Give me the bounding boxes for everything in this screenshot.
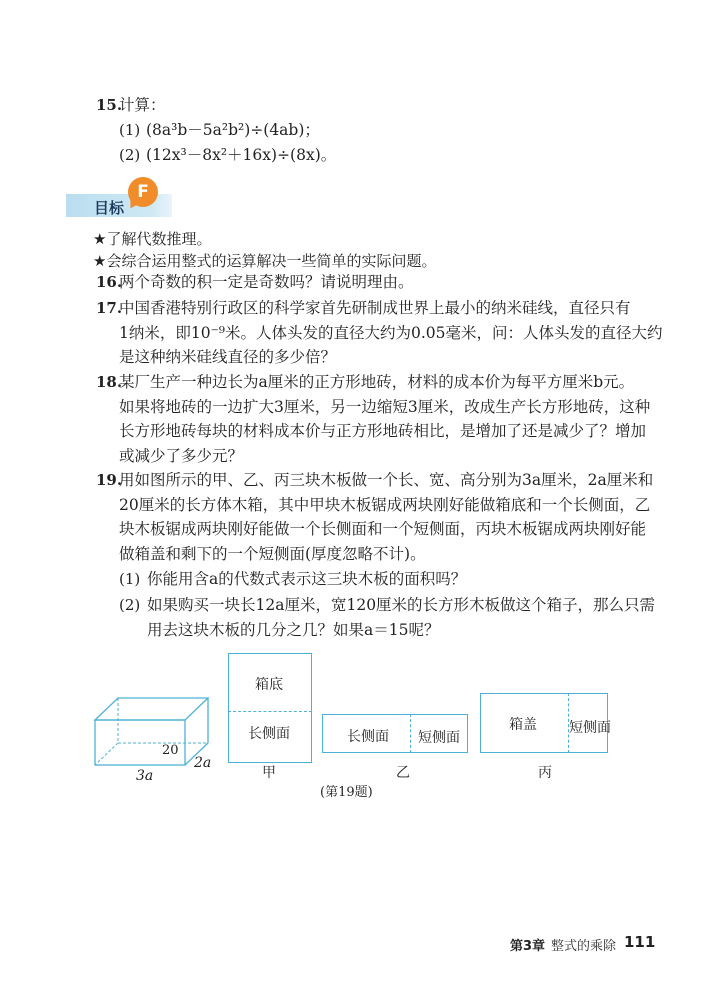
box-height-label: 20 — [162, 743, 179, 758]
goal-item-2: ★会综合运用整式的运算解决一些简单的实际问题。 — [93, 252, 437, 270]
footer-page-number: 111 — [624, 933, 656, 951]
board-bing-right-label: 短侧面 — [569, 720, 611, 736]
problem-19-line1: 用如图所示的甲、乙、丙三块木板做一个长、宽、高分别为3a厘米，2a厘米和 — [119, 471, 654, 489]
problem-19-sub2-line2: 用去这块木板的几分之几？如果a＝15呢？ — [147, 621, 440, 639]
problem-19-line4: 做箱盖和剩下的一个短侧面(厚度忽略不计)。 — [119, 545, 426, 563]
board-bing-name: 丙 — [538, 765, 552, 781]
problem-15-item2-label: (2) — [119, 146, 141, 164]
problem-15-item2-expr: (12x³－8x²＋16x)÷(8x)。 — [146, 146, 337, 164]
problem-17-line1: 中国香港特别行政区的科学家首先研制成世界上最小的纳米硅线，直径只有 — [119, 299, 631, 317]
problem-19-line3: 块木板锯成两块刚好能做一个长侧面和一个短侧面，丙块木板锯成两块刚好能 — [119, 520, 647, 538]
board-jia-name: 甲 — [262, 765, 276, 781]
problem-18-line1: 某厂生产一种边长为a厘米的正方形地砖，材料的成本价为每平方厘米b元。 — [119, 373, 635, 391]
box-diagram — [90, 695, 220, 785]
problem-19-line2: 20厘米的长方体木箱，其中甲块木板锯成两块刚好能做箱底和一个长侧面，乙 — [119, 496, 651, 514]
board-yi-right-label: 短侧面 — [418, 730, 460, 746]
problem-19-sub1-text: 你能用含a的代数式表示这三块木板的面积吗？ — [147, 570, 467, 588]
board-yi-divider — [410, 714, 411, 753]
board-yi-name: 乙 — [396, 765, 410, 781]
problem-17-number: 17. — [96, 299, 123, 317]
figure-caption: (第19题) — [320, 785, 373, 800]
problem-16-number: 16. — [96, 273, 123, 291]
problem-19-number: 19. — [96, 471, 123, 489]
problem-15-item1-label: (1) — [119, 121, 141, 139]
problem-15-number: 15. — [96, 96, 123, 114]
problem-19-sub2-line1: 如果购买一块长12a厘米，宽120厘米的长方形木板做这个箱子，那么只需 — [147, 596, 656, 614]
board-jia-bottom-label: 长侧面 — [248, 726, 290, 742]
problem-19-sub1-label: (1) — [119, 570, 141, 588]
box-width-label: 2a — [194, 755, 212, 771]
footer-chapter-title: 整式的乘除 — [551, 939, 617, 954]
problem-15-item1-expr: (8a³b－5a²b²)÷(4ab)； — [146, 121, 320, 139]
board-bing-left-label: 箱盖 — [509, 717, 537, 733]
goal-banner-label: 目标 — [94, 199, 125, 217]
problem-15-title: 计算： — [119, 96, 166, 114]
problem-18-line2: 如果将地砖的一边扩大3厘米，另一边缩短3厘米，改成生产长方形地砖，这种 — [119, 398, 651, 416]
problem-18-number: 18. — [96, 373, 123, 391]
problem-16-line1: 两个奇数的积一定是奇数吗？请说明理由。 — [119, 273, 414, 291]
goal-badge: F — [128, 177, 158, 207]
problem-17-line3: 是这种纳米硅线直径的多少倍？ — [119, 348, 337, 366]
board-jia-divider — [228, 711, 312, 712]
goal-item-1: ★了解代数推理。 — [93, 230, 212, 248]
problem-19-sub2-label: (2) — [119, 596, 141, 614]
board-jia-top-label: 箱底 — [255, 677, 283, 693]
footer-chapter: 第3章 — [510, 939, 546, 954]
box-length-label: 3a — [136, 768, 154, 784]
problem-18-line3: 长方形地砖每块的材料成本价与正方形地砖相比，是增加了还是减少了？增加 — [119, 422, 647, 440]
problem-17-line2: 1纳米，即10⁻⁹米。人体头发的直径大约为0.05毫米，问：人体头发的直径大约 — [119, 324, 663, 342]
problem-18-line4: 或减少了多少元？ — [119, 447, 244, 465]
board-yi-left-label: 长侧面 — [347, 729, 389, 745]
board-jia — [228, 653, 312, 763]
